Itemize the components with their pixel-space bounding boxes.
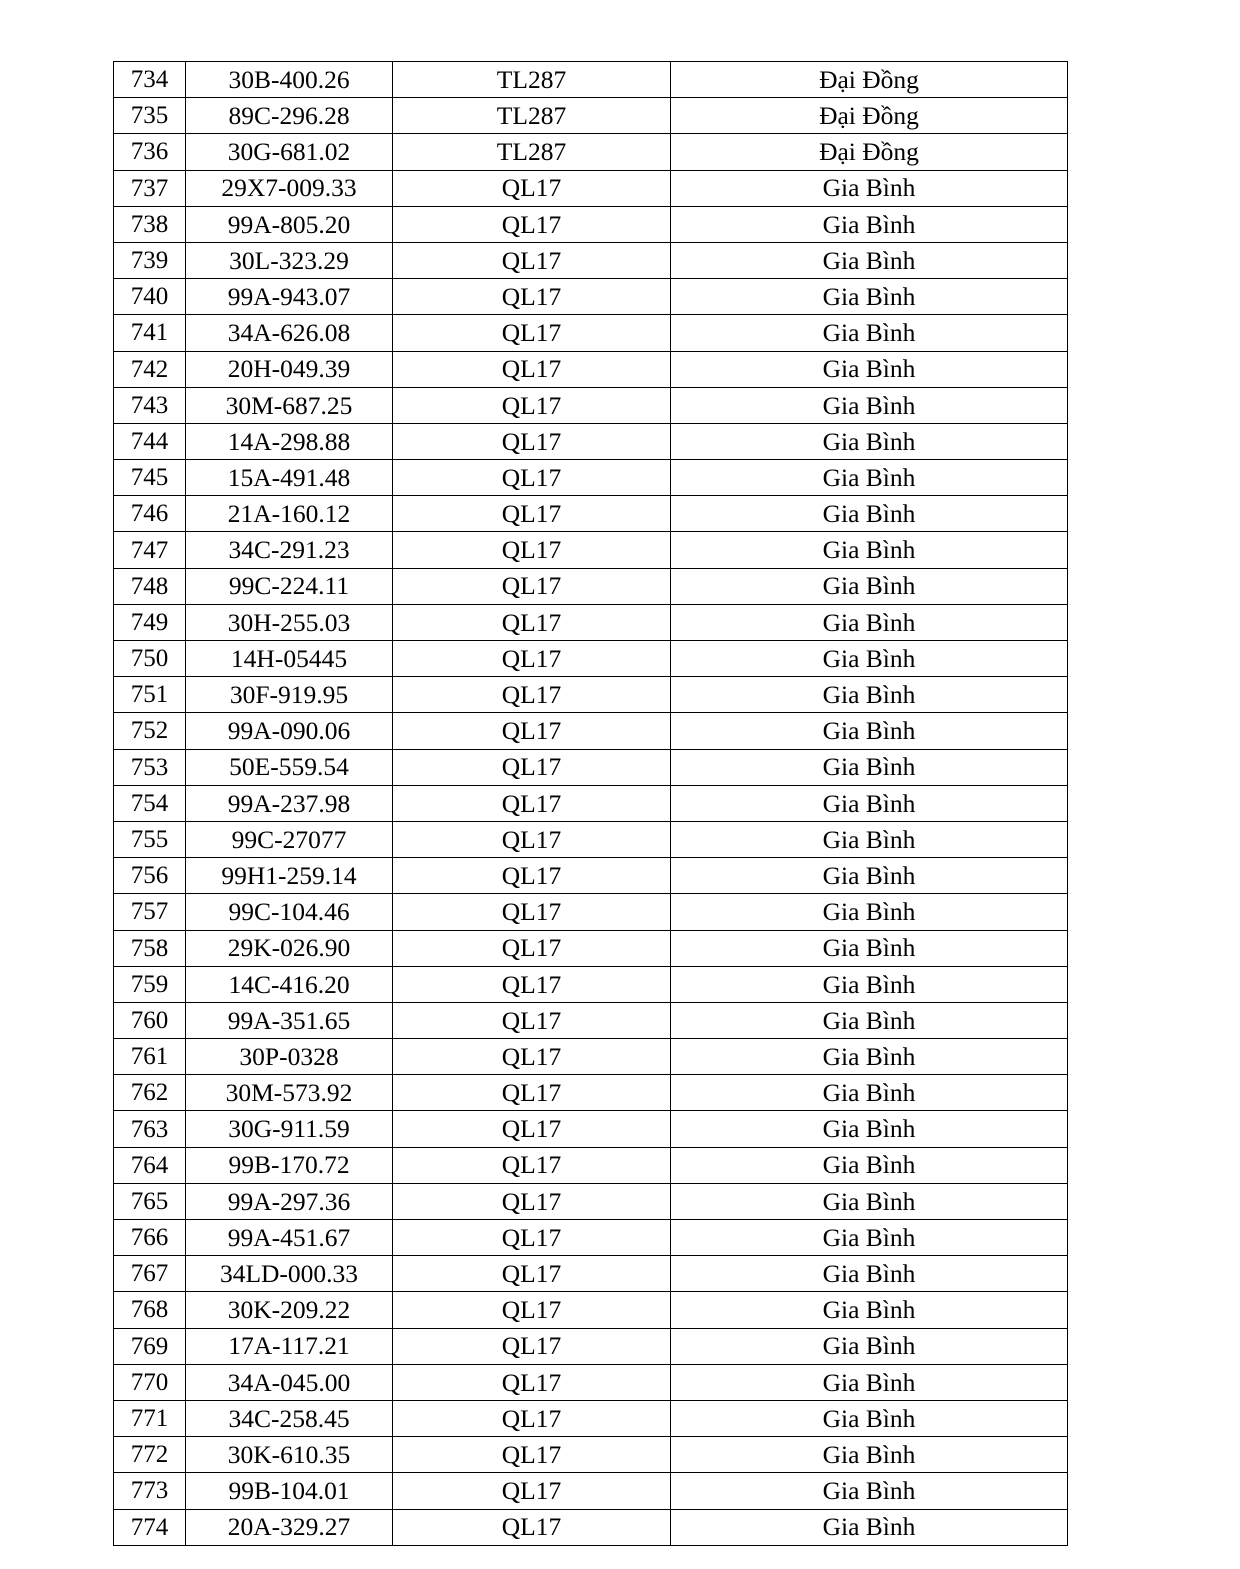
row-index: 735 xyxy=(114,98,186,134)
row-index: 740 xyxy=(114,279,186,315)
row-plate-number: 20A-329.27 xyxy=(186,1509,393,1545)
row-index: 771 xyxy=(114,1400,186,1436)
row-plate-number: 89C-296.28 xyxy=(186,98,393,134)
table-row xyxy=(114,1002,1068,1038)
row-road-name: QL17 xyxy=(393,351,671,387)
row-index: 756 xyxy=(114,858,186,894)
row-locality: Gia Bình xyxy=(671,1147,1068,1183)
row-road-name: QL17 xyxy=(393,749,671,785)
row-plate-number: 34C-291.23 xyxy=(186,532,393,568)
row-plate-number: 17A-117.21 xyxy=(186,1328,393,1364)
row-index: 744 xyxy=(114,423,186,459)
table-row xyxy=(114,134,1068,170)
row-plate-number: 14A-298.88 xyxy=(186,423,393,459)
row-locality: Gia Bình xyxy=(671,1328,1068,1364)
row-locality: Gia Bình xyxy=(671,1075,1068,1111)
table-row xyxy=(114,351,1068,387)
row-road-name: QL17 xyxy=(393,1509,671,1545)
row-index: 745 xyxy=(114,460,186,496)
table-row xyxy=(114,749,1068,785)
row-road-name: QL17 xyxy=(393,206,671,242)
row-plate-number: 30B-400.26 xyxy=(186,62,393,98)
row-plate-number: 50E-559.54 xyxy=(186,749,393,785)
row-locality: Gia Bình xyxy=(671,894,1068,930)
row-plate-number: 34A-045.00 xyxy=(186,1364,393,1400)
row-plate-number: 14H-05445 xyxy=(186,641,393,677)
row-index: 751 xyxy=(114,677,186,713)
row-index: 760 xyxy=(114,1002,186,1038)
row-locality: Đại Đồng xyxy=(671,98,1068,134)
table-row xyxy=(114,1183,1068,1219)
row-locality: Gia Bình xyxy=(671,315,1068,351)
row-road-name: QL17 xyxy=(393,966,671,1002)
row-plate-number: 99B-104.01 xyxy=(186,1473,393,1509)
table-row xyxy=(114,532,1068,568)
row-index: 737 xyxy=(114,170,186,206)
row-plate-number: 30P-0328 xyxy=(186,1039,393,1075)
row-locality: Gia Bình xyxy=(671,785,1068,821)
row-locality: Gia Bình xyxy=(671,279,1068,315)
row-index: 750 xyxy=(114,641,186,677)
row-locality: Gia Bình xyxy=(671,1256,1068,1292)
table-row xyxy=(114,98,1068,134)
row-road-name: QL17 xyxy=(393,532,671,568)
row-plate-number: 99C-27077 xyxy=(186,821,393,857)
row-index: 764 xyxy=(114,1147,186,1183)
row-index: 739 xyxy=(114,242,186,278)
row-plate-number: 30M-687.25 xyxy=(186,387,393,423)
table-row xyxy=(114,1364,1068,1400)
row-plate-number: 30G-911.59 xyxy=(186,1111,393,1147)
row-road-name: QL17 xyxy=(393,242,671,278)
row-road-name: QL17 xyxy=(393,423,671,459)
table-row xyxy=(114,315,1068,351)
table-row xyxy=(114,641,1068,677)
table-row xyxy=(114,568,1068,604)
row-locality: Gia Bình xyxy=(671,641,1068,677)
row-road-name: QL17 xyxy=(393,677,671,713)
table-row xyxy=(114,1292,1068,1328)
row-road-name: QL17 xyxy=(393,1220,671,1256)
row-road-name: TL287 xyxy=(393,98,671,134)
row-road-name: QL17 xyxy=(393,460,671,496)
row-locality: Gia Bình xyxy=(671,604,1068,640)
table-row xyxy=(114,1437,1068,1473)
row-index: 734 xyxy=(114,62,186,98)
row-index: 748 xyxy=(114,568,186,604)
row-road-name: QL17 xyxy=(393,785,671,821)
vehicle-plate-table-body xyxy=(114,62,1068,1546)
row-locality: Gia Bình xyxy=(671,532,1068,568)
row-locality: Đại Đồng xyxy=(671,62,1068,98)
row-road-name: QL17 xyxy=(393,1400,671,1436)
row-locality: Gia Bình xyxy=(671,423,1068,459)
row-index: 769 xyxy=(114,1328,186,1364)
row-road-name: QL17 xyxy=(393,496,671,532)
row-plate-number: 30G-681.02 xyxy=(186,134,393,170)
row-plate-number: 30M-573.92 xyxy=(186,1075,393,1111)
row-locality: Đại Đồng xyxy=(671,134,1068,170)
row-plate-number: 99A-943.07 xyxy=(186,279,393,315)
row-locality: Gia Bình xyxy=(671,1039,1068,1075)
table-row xyxy=(114,1400,1068,1436)
table-row xyxy=(114,785,1068,821)
row-index: 772 xyxy=(114,1437,186,1473)
table-row xyxy=(114,1509,1068,1545)
row-index: 766 xyxy=(114,1220,186,1256)
row-locality: Gia Bình xyxy=(671,858,1068,894)
row-plate-number: 34LD-000.33 xyxy=(186,1256,393,1292)
row-locality: Gia Bình xyxy=(671,1437,1068,1473)
row-locality: Gia Bình xyxy=(671,1509,1068,1545)
row-index: 770 xyxy=(114,1364,186,1400)
row-road-name: TL287 xyxy=(393,62,671,98)
row-road-name: QL17 xyxy=(393,821,671,857)
row-index: 753 xyxy=(114,749,186,785)
row-index: 741 xyxy=(114,315,186,351)
table-row xyxy=(114,858,1068,894)
row-locality: Gia Bình xyxy=(671,713,1068,749)
row-index: 768 xyxy=(114,1292,186,1328)
row-locality: Gia Bình xyxy=(671,242,1068,278)
row-locality: Gia Bình xyxy=(671,568,1068,604)
row-road-name: QL17 xyxy=(393,604,671,640)
row-road-name: QL17 xyxy=(393,1147,671,1183)
row-road-name: QL17 xyxy=(393,1328,671,1364)
vehicle-plate-table xyxy=(113,61,1068,1546)
row-road-name: QL17 xyxy=(393,858,671,894)
row-locality: Gia Bình xyxy=(671,1400,1068,1436)
row-locality: Gia Bình xyxy=(671,966,1068,1002)
row-plate-number: 99C-224.11 xyxy=(186,568,393,604)
table-row xyxy=(114,206,1068,242)
row-locality: Gia Bình xyxy=(671,1364,1068,1400)
row-locality: Gia Bình xyxy=(671,1183,1068,1219)
row-plate-number: 99B-170.72 xyxy=(186,1147,393,1183)
row-road-name: QL17 xyxy=(393,1039,671,1075)
row-locality: Gia Bình xyxy=(671,387,1068,423)
row-road-name: QL17 xyxy=(393,930,671,966)
row-road-name: QL17 xyxy=(393,1256,671,1292)
row-plate-number: 30L-323.29 xyxy=(186,242,393,278)
row-locality: Gia Bình xyxy=(671,206,1068,242)
row-plate-number: 99A-237.98 xyxy=(186,785,393,821)
row-index: 758 xyxy=(114,930,186,966)
table-row xyxy=(114,604,1068,640)
table-row xyxy=(114,894,1068,930)
table-row xyxy=(114,930,1068,966)
table-row xyxy=(114,1473,1068,1509)
row-locality: Gia Bình xyxy=(671,460,1068,496)
row-locality: Gia Bình xyxy=(671,749,1068,785)
table-row xyxy=(114,387,1068,423)
row-plate-number: 29X7-009.33 xyxy=(186,170,393,206)
row-index: 757 xyxy=(114,894,186,930)
table-row xyxy=(114,1075,1068,1111)
row-road-name: QL17 xyxy=(393,1183,671,1219)
row-index: 767 xyxy=(114,1256,186,1292)
row-index: 762 xyxy=(114,1075,186,1111)
row-road-name: QL17 xyxy=(393,1364,671,1400)
row-locality: Gia Bình xyxy=(671,930,1068,966)
table-row xyxy=(114,423,1068,459)
row-road-name: QL17 xyxy=(393,315,671,351)
row-plate-number: 15A-491.48 xyxy=(186,460,393,496)
row-index: 773 xyxy=(114,1473,186,1509)
row-plate-number: 99H1-259.14 xyxy=(186,858,393,894)
row-locality: Gia Bình xyxy=(671,496,1068,532)
row-index: 747 xyxy=(114,532,186,568)
row-plate-number: 30K-610.35 xyxy=(186,1437,393,1473)
row-plate-number: 99A-451.67 xyxy=(186,1220,393,1256)
row-index: 752 xyxy=(114,713,186,749)
row-road-name: QL17 xyxy=(393,1437,671,1473)
row-plate-number: 99A-090.06 xyxy=(186,713,393,749)
row-road-name: QL17 xyxy=(393,1075,671,1111)
row-road-name: QL17 xyxy=(393,1111,671,1147)
table-row xyxy=(114,713,1068,749)
table-row xyxy=(114,242,1068,278)
row-index: 774 xyxy=(114,1509,186,1545)
row-road-name: QL17 xyxy=(393,279,671,315)
row-plate-number: 21A-160.12 xyxy=(186,496,393,532)
row-index: 765 xyxy=(114,1183,186,1219)
row-locality: Gia Bình xyxy=(671,170,1068,206)
table-row xyxy=(114,821,1068,857)
row-plate-number: 34A-626.08 xyxy=(186,315,393,351)
row-index: 754 xyxy=(114,785,186,821)
table-row xyxy=(114,279,1068,315)
table-row xyxy=(114,966,1068,1002)
row-locality: Gia Bình xyxy=(671,1292,1068,1328)
row-index: 746 xyxy=(114,496,186,532)
row-index: 736 xyxy=(114,134,186,170)
table-row xyxy=(114,1039,1068,1075)
row-plate-number: 20H-049.39 xyxy=(186,351,393,387)
row-plate-number: 30F-919.95 xyxy=(186,677,393,713)
row-locality: Gia Bình xyxy=(671,821,1068,857)
row-index: 743 xyxy=(114,387,186,423)
row-plate-number: 29K-026.90 xyxy=(186,930,393,966)
table-row xyxy=(114,1220,1068,1256)
row-locality: Gia Bình xyxy=(671,1111,1068,1147)
row-plate-number: 99C-104.46 xyxy=(186,894,393,930)
table-row xyxy=(114,1111,1068,1147)
row-plate-number: 99A-297.36 xyxy=(186,1183,393,1219)
row-index: 755 xyxy=(114,821,186,857)
table-row xyxy=(114,1147,1068,1183)
row-plate-number: 99A-805.20 xyxy=(186,206,393,242)
row-index: 761 xyxy=(114,1039,186,1075)
table-row xyxy=(114,496,1068,532)
row-index: 759 xyxy=(114,966,186,1002)
table-row xyxy=(114,62,1068,98)
row-road-name: QL17 xyxy=(393,1002,671,1038)
table-row xyxy=(114,677,1068,713)
row-plate-number: 34C-258.45 xyxy=(186,1400,393,1436)
row-road-name: QL17 xyxy=(393,713,671,749)
row-road-name: QL17 xyxy=(393,568,671,604)
table-row xyxy=(114,170,1068,206)
row-plate-number: 99A-351.65 xyxy=(186,1002,393,1038)
table-row xyxy=(114,1328,1068,1364)
row-plate-number: 30K-209.22 xyxy=(186,1292,393,1328)
row-road-name: QL17 xyxy=(393,170,671,206)
row-index: 749 xyxy=(114,604,186,640)
row-road-name: QL17 xyxy=(393,387,671,423)
table-row xyxy=(114,460,1068,496)
row-plate-number: 14C-416.20 xyxy=(186,966,393,1002)
row-road-name: QL17 xyxy=(393,894,671,930)
row-index: 763 xyxy=(114,1111,186,1147)
row-locality: Gia Bình xyxy=(671,677,1068,713)
row-road-name: QL17 xyxy=(393,641,671,677)
row-index: 742 xyxy=(114,351,186,387)
row-locality: Gia Bình xyxy=(671,351,1068,387)
row-locality: Gia Bình xyxy=(671,1220,1068,1256)
table-row xyxy=(114,1256,1068,1292)
row-index: 738 xyxy=(114,206,186,242)
row-locality: Gia Bình xyxy=(671,1002,1068,1038)
row-road-name: QL17 xyxy=(393,1292,671,1328)
row-road-name: QL17 xyxy=(393,1473,671,1509)
row-road-name: TL287 xyxy=(393,134,671,170)
row-plate-number: 30H-255.03 xyxy=(186,604,393,640)
row-locality: Gia Bình xyxy=(671,1473,1068,1509)
